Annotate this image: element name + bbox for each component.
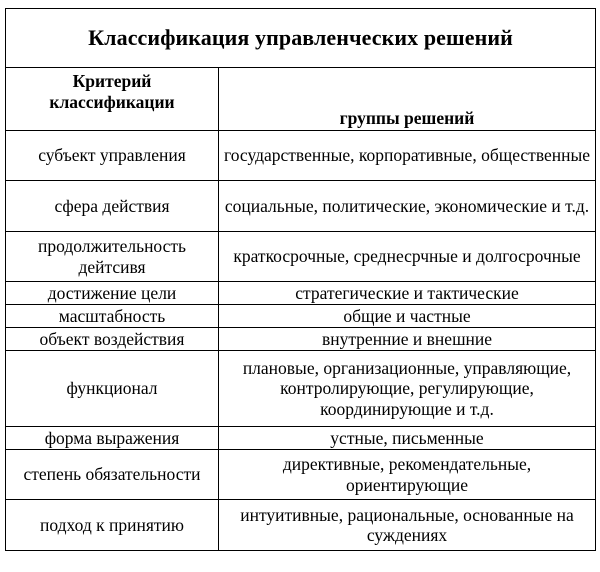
criterion-cell: форма выражения [6, 427, 219, 450]
criterion-cell: достижение цели [6, 282, 219, 305]
criterion-cell: функционал [6, 351, 219, 427]
header-criterion-line2: классификации [49, 91, 175, 112]
table-row [6, 305, 596, 328]
table-row [6, 450, 596, 500]
groups-cell: общие и частные [219, 305, 596, 328]
groups-cell: стратегические и тактические [219, 282, 596, 305]
table-row [6, 282, 596, 305]
table-row [6, 328, 596, 351]
groups-cell: плановые, организационные, управляющие, контролирующие, регулирующие, координирующие и т.д. [219, 351, 596, 427]
criterion-cell: масштабность [6, 305, 219, 328]
table-row [6, 351, 596, 427]
table-title: Классификация управленческих решений [6, 9, 596, 68]
groups-cell: краткосрочные, среднесрчные и долгосрочные [219, 232, 596, 282]
criterion-cell: субъект управления [6, 131, 219, 181]
header-criterion-line1: Критерий [72, 71, 152, 91]
title-row [6, 9, 596, 68]
table-row [6, 181, 596, 232]
groups-cell: директивные, рекомендательные, ориентирующие [219, 450, 596, 500]
criterion-cell: степень обязательности [6, 450, 219, 500]
table-row [6, 500, 596, 551]
criterion-cell: объект воздействия [6, 328, 219, 351]
header-criterion [6, 68, 219, 131]
criterion-cell: продолжительность дейтсивя [6, 232, 219, 282]
groups-cell: государственные, корпоративные, общественные [219, 131, 596, 181]
groups-cell: устные, письменные [219, 427, 596, 450]
table-row [6, 427, 596, 450]
table-row [6, 232, 596, 282]
table-row [6, 131, 596, 181]
criterion-cell: сфера действия [6, 181, 219, 232]
groups-cell: внутренние и внешние [219, 328, 596, 351]
header-row [6, 68, 596, 131]
header-groups: группы решений [219, 68, 596, 131]
groups-cell: социальные, политические, экономические и т.д. [219, 181, 596, 232]
classification-table [5, 8, 596, 551]
groups-cell: интуитивные, рациональные, основанные на суждениях [219, 500, 596, 551]
criterion-cell: подход к принятию [6, 500, 219, 551]
